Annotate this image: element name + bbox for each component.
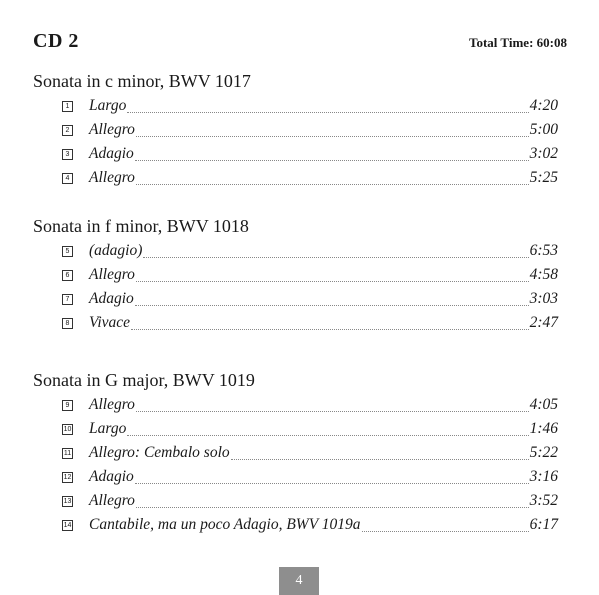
dot-leader [136,493,529,508]
track-title: Vivace [89,314,131,331]
track-duration: 5:22 [529,444,558,461]
track-duration: 6:17 [529,516,558,533]
dot-leader [135,469,529,484]
track-number-box: 5 [62,246,73,257]
track-number-box: 13 [63,497,72,505]
track-number-box: 2 [62,125,73,136]
cd-label: CD 2 [33,30,79,52]
dot-leader [127,98,528,113]
dot-leader [136,122,529,137]
track-duration: 6:53 [529,242,558,259]
track-title: Allegro [89,396,135,413]
dot-leader [136,397,529,412]
track-duration: 3:02 [529,145,558,162]
track-row [62,287,558,311]
track-title: Cantabile, ma un poco Adagio, BWV 1019a [89,516,361,533]
track-number-box: 10 [63,425,72,433]
track-row [62,142,558,166]
track-title: Allegro [89,492,135,509]
track-row [62,118,558,142]
sonata-section-1 [33,68,563,190]
track-title: Adagio [89,145,134,162]
dot-leader [127,421,528,436]
dot-leader [136,267,529,282]
sonata-section-3 [33,367,563,537]
track-number-box: 11 [63,449,72,457]
dot-leader [143,243,528,258]
total-time: Total Time: 60:08 [469,35,567,50]
track-row [62,465,558,489]
dot-leader [231,445,529,460]
track-number-box: 1 [62,101,73,112]
track-duration: 4:58 [529,266,558,283]
track-duration: 3:52 [529,492,558,509]
track-row [62,263,558,287]
track-title: Largo [89,420,127,437]
track-title: Largo [89,97,127,114]
track-number-box: 14 [63,521,72,529]
track-duration: 4:05 [529,396,558,413]
track-row [62,489,558,513]
track-row [62,311,558,335]
track-title: Allegro [89,121,135,138]
track-title: Allegro: Cembalo solo [89,444,230,461]
dot-leader [362,517,529,532]
track-number-box: 12 [63,473,72,481]
track-row [62,393,558,417]
page-number: 4 [279,567,319,595]
track-number-box: 8 [62,318,73,329]
track-duration: 3:16 [529,468,558,485]
track-row [62,94,558,118]
track-title: Allegro [89,169,135,186]
track-row [62,417,558,441]
dot-leader [136,170,529,185]
track-number-box: 4 [62,173,73,184]
track-number-box: 7 [62,294,73,305]
dot-leader [135,291,529,306]
sonata-section-2 [33,213,563,335]
dot-leader [135,146,529,161]
track-row [62,513,558,537]
section-title: Sonata in f minor, BWV 1018 [33,216,249,236]
dot-leader [131,315,529,330]
track-title: (adagio) [89,242,143,259]
track-title: Adagio [89,290,134,307]
section-title: Sonata in c minor, BWV 1017 [33,71,251,91]
track-number-box: 3 [62,149,73,160]
track-number-box: 9 [62,400,73,411]
track-number-box: 6 [62,270,73,281]
track-title: Allegro [89,266,135,283]
track-duration: 4:20 [529,97,558,114]
track-duration: 1:46 [529,420,558,437]
section-title: Sonata in G major, BWV 1019 [33,370,255,390]
track-duration: 5:25 [529,169,558,186]
track-duration: 5:00 [529,121,558,138]
track-duration: 2:47 [529,314,558,331]
cd-header [33,30,567,56]
track-row [62,239,558,263]
track-row [62,441,558,465]
track-title: Adagio [89,468,134,485]
track-row [62,166,558,190]
track-duration: 3:03 [529,290,558,307]
